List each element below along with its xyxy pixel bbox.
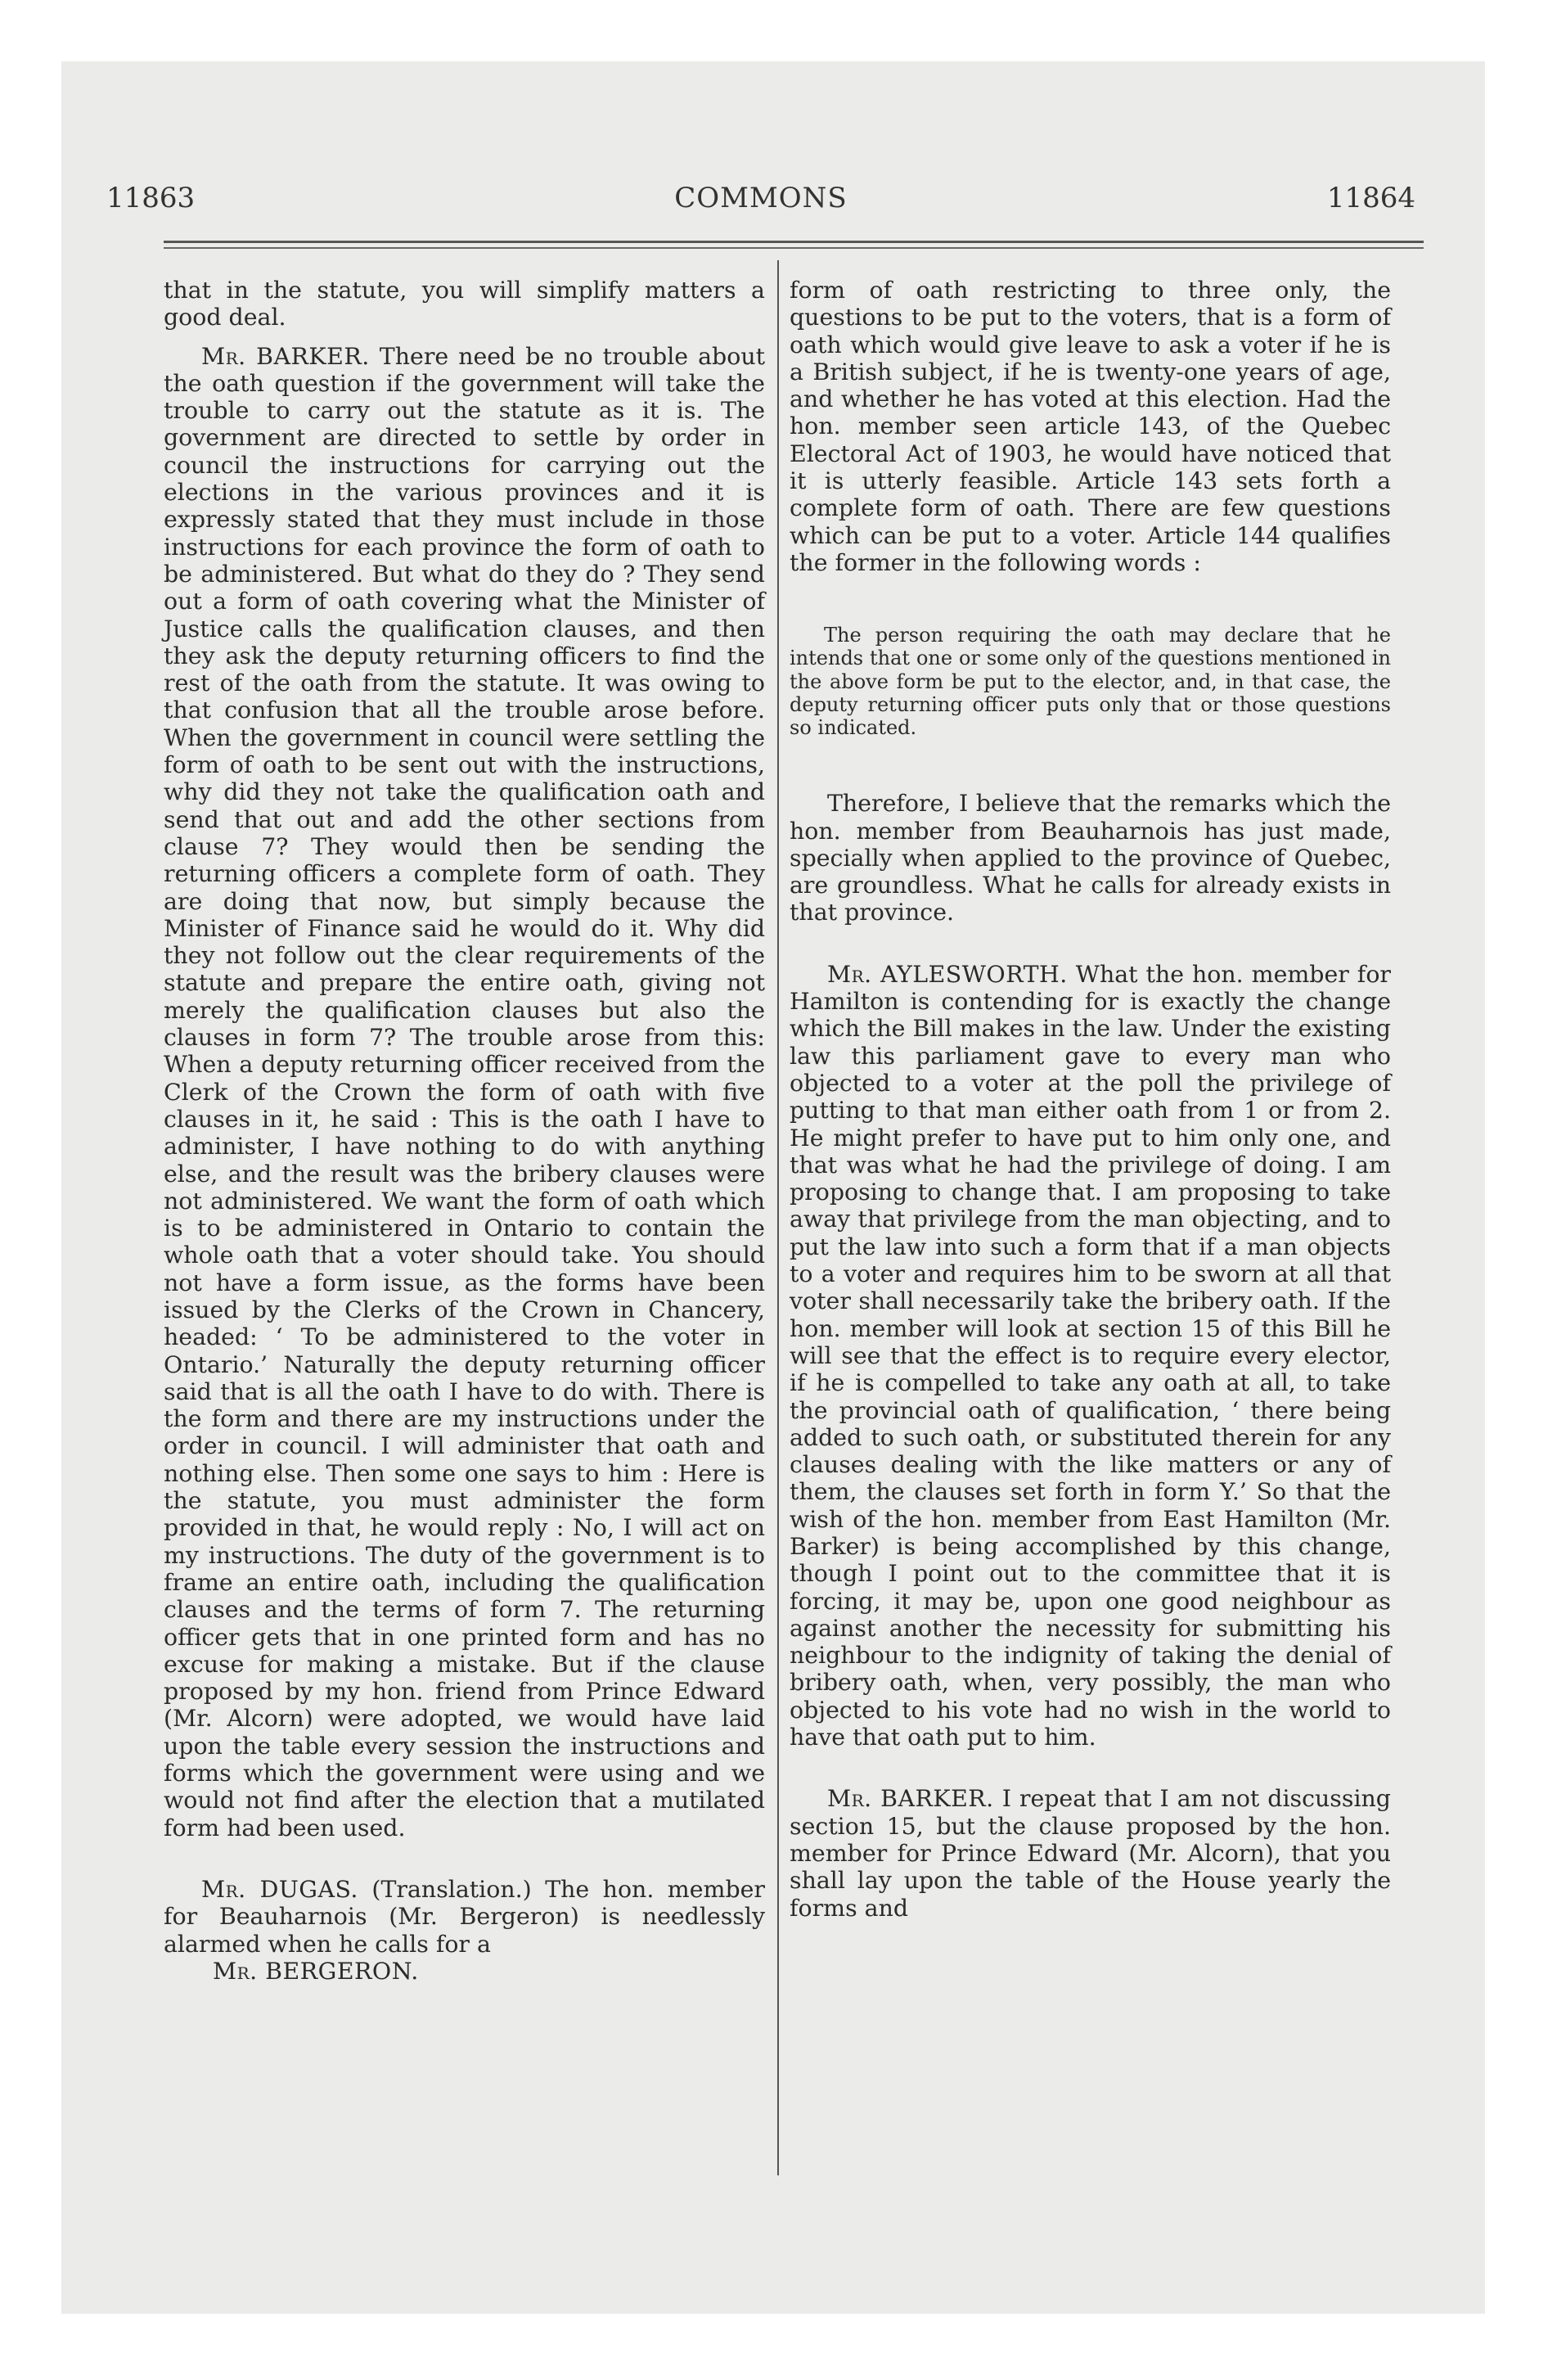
page-number-left: 11863	[106, 182, 196, 214]
page-title: COMMONS	[674, 182, 848, 214]
paragraph: form of oath restricting to three only, the questions to be put to the voters, that is a form of oath which would give leave to ask a voter if he is a British subject, if he is twenty-one years of age, and whether he has voted at this election. Had the hon. member seen article 143, of the Quebec Electoral Act of 1903, he would have noticed that it is utterly feasible. Article 143 sets forth a complete form of oath. There are few questions which can be put to a voter. Article 144 qualifies the former in the following words :	[790, 277, 1391, 576]
paragraph	[790, 1785, 1391, 1921]
page-number-right: 11864	[1326, 182, 1415, 214]
speech-text: (Translation.) The hon. member for Beauharnois (Mr. Bergeron) is needlessly alarmed when he calls for a	[164, 1875, 766, 1958]
speaker-name: Mr. BARKER.	[201, 342, 370, 370]
paragraph: that in the statute, you will simplify matters a good deal.	[164, 277, 765, 331]
left-column	[164, 277, 765, 1985]
speaker-name: Mr. AYLESWORTH.	[827, 960, 1068, 988]
speech-text: What the hon. member for Hamilton is contending for is exactly the change which the Bill makes in the law. Under the existing law this parliament gave to every man who objected to a voter at the poll the privilege of putting to that man either oath from 1 or from 2. He might prefer to have put to him only one, and that was what he had the privilege of doing. I am proposing to change that. I am proposing to take away that privilege from the man objecting, and to put the law into such a form that if a man objects to a voter and requires him to be sworn at all that voter shall necessarily take the bribery oath. If the hon. member will look at section 15 of this Bill he will see that the effect is to require every elector, if he is compelled to take any oath at all, to take the provincial oath of qualification, ‘ there being added to such oath, or substituted therein for any clauses dealing with the like matters or any of them, the clauses set forth in form Y.’ So that the wish of the hon. member from East Hamilton (Mr. Barker) is being accomplished by this change, though I point out to the committee that it is forcing, it may be, upon one good neighbour as against another the necessity for submitting his neighbour to the indignity of taking the denial of bribery oath, when, very possibly, the man who objected to his vote had no wish in the world to have that oath put to him.	[790, 960, 1391, 1751]
speaker-name: Mr. BERGERON.	[213, 1957, 419, 1985]
paragraph	[164, 1876, 765, 1958]
right-column	[790, 277, 1391, 1922]
header-rule	[164, 241, 1424, 249]
paragraph	[790, 961, 1391, 1751]
paragraph: Therefore, I believe that the remarks which the hon. member from Beauharnois has just made, specially when applied to the province of Quebec, are groundless. What he calls for already exists in that province.	[790, 790, 1391, 926]
quoted-text: The person requiring the oath may declare that he intends that one or some only of the questions mentioned in the above form be put to the elector, and, in that case, the deputy returning officer puts only that or those questions so indicated.	[790, 624, 1391, 740]
column-divider	[777, 260, 779, 2175]
speaker-name: Mr. DUGAS.	[201, 1875, 358, 1903]
speech-text: There need be no trouble about the oath question if the government will take the trouble to carry out the statute as it is. The government are directed to settle by order in council the instructions for carrying out the elections in the various provinces and it is expressly stated that they must include in those instructions for each province the form of oath to be administered. But what do they do ? They send out a form of oath covering what the Minister of Justice calls the qualification clauses, and then they ask the deputy returning officers to find the rest of the oath from the statute. It was owing to that confusion that all the trouble arose before. When the government in council were settling the form of oath to be sent out with the instructions, why did they not take the qualification oath and send that out and add the other sections from clause 7? They would then be sending the returning officers a complete form of oath. They are doing that now, but simply because the Minister of Finance said he would do it. Why did they not follow out the clear requirements of the statute and prepare the entire oath, giving not merely the qualification clauses but also the clauses in form 7? The trouble arose from this: When a deputy returning officer received from the Clerk of the Crown the form of oath with five clauses in it, he said : This is the oath I have to administer, I have nothing to do with anything else, and the result was the bribery clauses were not administered. We want the form of oath which is to be administered in Ontario to contain the whole oath that a voter should take. You should not have a form issue, as the forms have been issued by the Clerks of the Crown in Chancery, headed: ‘ To be administered to the voter in Ontario.’ Naturally the deputy returning officer said that is all the oath I have to do with. There is the form and there are my instructions under the order in council. I will administer that oath and nothing else. Then some one says to him : Here is the statute, you must administer the form provided in that, he would reply : No, I will act on my instructions. The duty of the government is to frame an entire oath, including the qualification clauses and the terms of form 7. The returning officer gets that in one printed form and has no excuse for making a mistake. But if the clause proposed by my hon. friend from Prince Edward (Mr. Alcorn) were adopted, we would have laid upon the table every session the instructions and forms which the government were using and we would not find after the election that a mutilated form had been used.	[164, 342, 766, 1841]
paragraph	[164, 343, 765, 1841]
speaker-name: Mr. BARKER.	[827, 1785, 994, 1813]
page-header	[106, 182, 1415, 223]
speech-text: I repeat that I am not discussing section 15, but the clause proposed by the hon. member for Prince Edward (Mr. Alcorn), that you shall lay upon the table of the House yearly the forms and	[790, 1785, 1391, 1922]
